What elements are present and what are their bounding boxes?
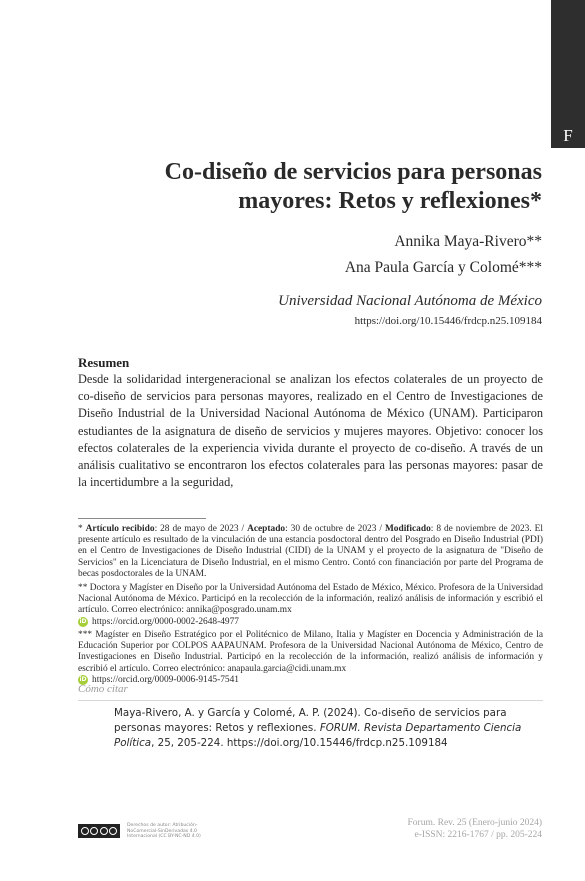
title-line-1: Co-diseño de servicios para personas (164, 159, 542, 185)
orcid-line-1 (78, 617, 543, 628)
author-1: Annika Maya-Rivero** (394, 233, 542, 250)
section-tab (551, 0, 585, 148)
author-list (345, 229, 542, 281)
journal-footer (408, 817, 542, 841)
modified-text: : 8 de noviembre de 2023. El presente artículo es resultado de la vinculación de una estancia posdoctoral dentro del Posgrado en Diseño Industrial (PDI) en el Centro de Investigaciones de Diseño Industrial (CIDI) de la UNAM y el proyecto de la asignatura de "Diseño de Servicios" en la Licenciatura de Diseño Industrial, en el mismo Centro. Contó con financiación por parte del Programa de becas posdoctorales de la UNAM. (78, 524, 543, 579)
orcid-link-2[interactable]: https://orcid.org/0009-0006-9145-7541 (92, 674, 239, 685)
orcid-link-1[interactable]: https://orcid.org/0000-0002-2648-4977 (92, 616, 239, 627)
footnote-2 (78, 583, 543, 628)
orcid-icon: iD (79, 618, 87, 626)
orcid-line-2 (78, 675, 543, 686)
footnote-divider (78, 518, 206, 519)
citation (114, 706, 543, 751)
abstract-heading: Resumen (78, 355, 130, 370)
license-text: Derechos de autor: Atribución-NoComercial-SinDerivadas 4.0 Internacional (CC BY-NC-ND 4.0) (127, 823, 201, 840)
cc-license-icon[interactable] (78, 824, 120, 838)
article-title (102, 158, 542, 216)
cite-heading: Cómo citar (78, 683, 128, 695)
citation-journal: FORUM. Revista Departamento Ciencia Política (114, 722, 522, 749)
section-letter: F (563, 126, 573, 145)
received-label: Artículo recibido (85, 524, 155, 534)
footnote-3-text: *** Magíster en Diseño Estratégico por el Politécnico de Milano, Italia y Magíster en Docencia y Administración de la Educación Superior por COLPOS AAPAUNAM. Profesora de la Universidad Nacional Autónoma de México, Centro de Investigaciones en Diseño Industrial. Participó en la recolección de la información, realizó análisis de información y escribió el artículo. Correo electrónico: anapaula.garcia@cidi.unam.mx (78, 630, 543, 674)
abstract-text: Desde la solidaridad intergeneracional se analizan los efectos colaterales de un proyecto de co-diseño de servicios para personas mayores, realizado en el Centro de Investigaciones de Diseño Industrial de la Universidad Nacional Autónoma de México (UNAM). Participaron estudiantes de la asignatura de diseño de servicios y mujeres mayores. Objetivo: conocer los efectos colaterales de la experiencia vivida durante el proyecto de co-diseño. A través de un análisis cualitativo se encontraron los efectos colaterales para las personas mayores: pasar de la incertidumbre a la seguridad, (78, 372, 543, 490)
affiliation: Universidad Nacional Autónoma de México (278, 293, 542, 309)
orcid-icon: iD (79, 676, 87, 684)
accepted-label: Aceptado (247, 524, 286, 534)
accepted-date: : 30 de octubre de 2023 / (285, 524, 385, 534)
footnote-1 (78, 524, 543, 580)
footnote-3 (78, 630, 543, 686)
journal-issn: e-ISSN: 2216-1767 / pp. 205-224 (414, 830, 542, 840)
footnote-1-mark: * (78, 524, 86, 534)
license-block (78, 823, 217, 840)
cite-divider (78, 700, 543, 701)
journal-issue: Forum. Rev. 25 (Enero-junio 2024) (407, 818, 542, 828)
doi-link[interactable]: https://doi.org/10.15446/frdcp.n25.109184 (354, 315, 542, 327)
title-line-2: mayores: Retos y reflexiones* (238, 188, 542, 214)
received-date: : 28 de mayo de 2023 / (154, 524, 248, 534)
citation-part-2: , 25, 205-224. https://doi.org/10.15446/frdcp.n25.109184 (151, 737, 448, 749)
modified-label: Modificado (384, 524, 431, 534)
footnote-2-text: ** Doctora y Magíster en Diseño por la Universidad Autónoma del Estado de México, México. Profesora de la Universidad Nacional Autónoma de México. Participó en la recolección de la información, realizó análisis de información y escribió el artículo. Correo electrónico: annika@posgrado.unam.mx (78, 583, 543, 616)
citation-part-1: Maya-Rivero, A. y García y Colomé, A. P. (2024). Co-diseño de servicios para personas mayores: Retos y reflexiones. (114, 707, 507, 734)
author-2: Ana Paula García y Colomé*** (344, 259, 542, 276)
abstract (78, 354, 543, 491)
